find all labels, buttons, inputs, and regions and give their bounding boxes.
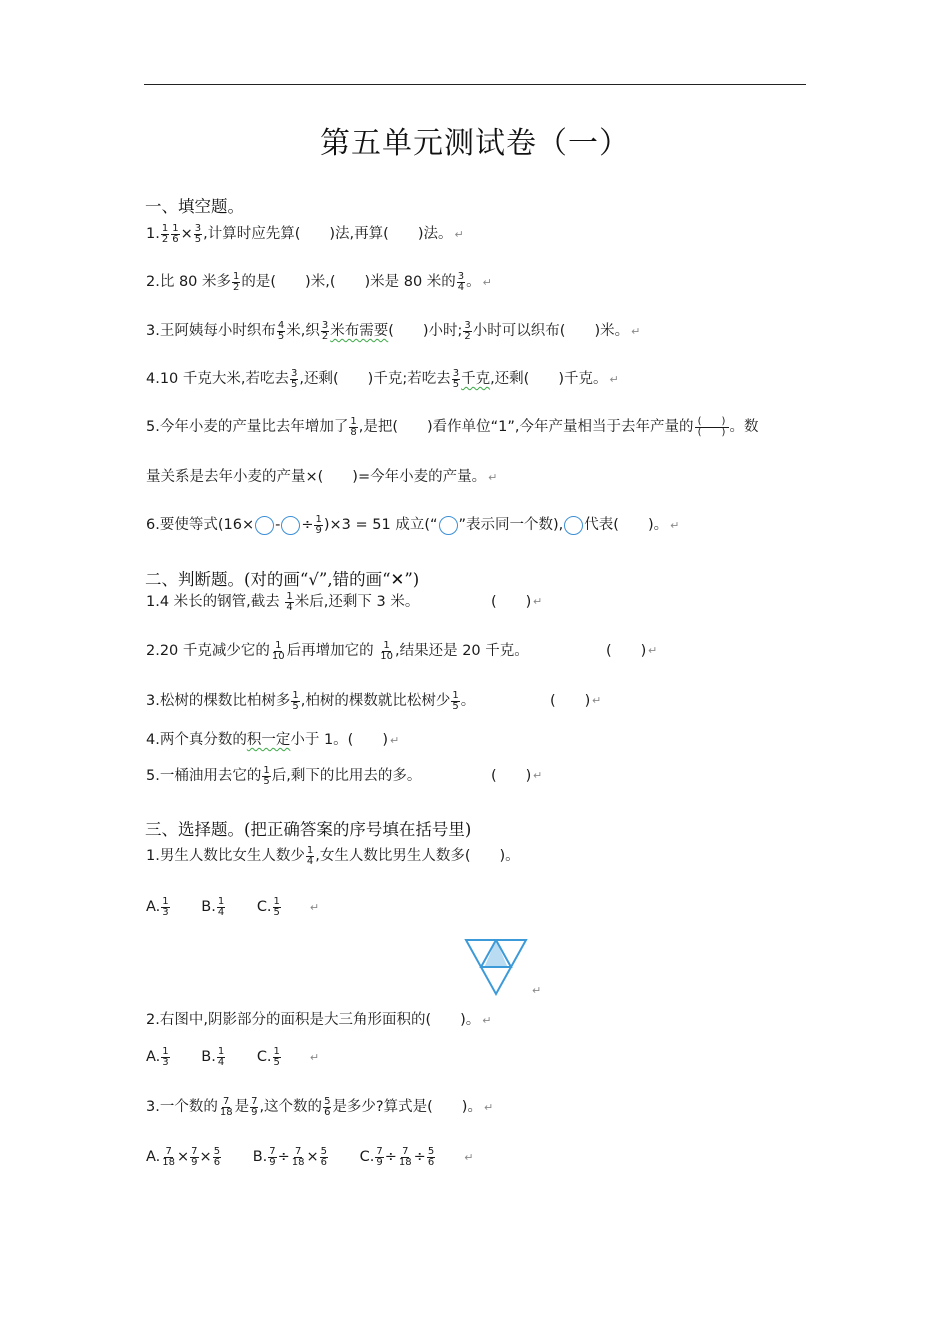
fraction: $\frac{1}{2}$ xyxy=(161,222,169,245)
return-mark: ↵ xyxy=(309,901,320,914)
section1-heading: 一、填空题。 xyxy=(145,197,244,216)
return-mark: ↵ xyxy=(533,769,543,782)
fraction: $\frac{1}{8}$ xyxy=(350,415,357,438)
fraction: $\frac{1}{9}$ xyxy=(315,513,322,536)
s1-q4: 4.10 千克大米,若吃去 $\frac{3}{5}$ ,还剩( )千克;若吃去 $\frac{3}{5}$ 千克,还剩( )千克。 ↵ xyxy=(146,367,619,390)
s2-q5: 5.一桶油用去它的 $\frac{1}{5}$ 后,剩下的比用去的多。 ( ) ↵ xyxy=(146,764,543,787)
return-mark: ↵ xyxy=(532,984,542,997)
fraction: $\frac{3}{2}$ xyxy=(321,319,329,342)
option-a[interactable]: A. $\frac{1}{3}$ xyxy=(146,1045,169,1068)
fraction: $\frac{1}{6}$ xyxy=(172,222,179,245)
s1-q5: 5.今年小麦的产量比去年增加了 $\frac{1}{8}$ ,是把( )看作单位“1”,今年产量相当于去年产量的 ( ) ( ) 。数 xyxy=(146,415,759,438)
return-mark: ↵ xyxy=(482,1014,492,1027)
option-b[interactable]: B. $\frac{1}{4}$ xyxy=(201,895,225,918)
page-title: 第五单元测试卷（一） xyxy=(320,126,630,161)
return-mark: ↵ xyxy=(592,694,602,707)
circle-placeholder-icon xyxy=(439,516,458,535)
option-c[interactable]: C. $\frac{1}{5}$ xyxy=(256,895,280,918)
s3-q3-options xyxy=(146,1145,473,1170)
return-mark: ↵ xyxy=(390,734,400,747)
fraction: $\frac{3}{5}$ xyxy=(194,222,202,245)
fraction: $\frac{3}{2}$ xyxy=(464,319,471,342)
s3-q1-options xyxy=(146,895,319,920)
header-rule xyxy=(144,84,806,85)
option-b[interactable]: B. $\frac{1}{4}$ xyxy=(201,1045,225,1068)
s1-q1: 1. $\frac{1}{2}$ $\frac{1}{6}$ × $\frac{3}{5}$ ,计算时应先算( )法,再算( )法。 ↵ xyxy=(146,222,464,245)
s3-q2-options xyxy=(146,1045,319,1070)
option-c[interactable]: C. $\frac{7}{9}$ ÷ $\frac{7}{18}$ ÷ $\frac{5}{6}$ xyxy=(359,1145,435,1168)
section2-heading: 二、判断题。(对的画“√”,错的画“✕”) xyxy=(145,570,420,589)
return-mark: ↵ xyxy=(483,1101,494,1114)
s2-q2: 2.20 千克减少它的 $\frac{1}{10}$ 后再增加它的 $\frac{1}{10}$ ,结果还是 20 千克。 ( ) ↵ xyxy=(146,639,658,662)
s1-q3: 3.王阿姨每小时织布 $\frac{4}{5}$ 米,织 $\frac{3}{2}$ 米布需要( )小时; $\frac{3}{2}$ 小时可以织布( )米。 ↵ xyxy=(146,319,641,342)
section3-heading: 三、选择题。(把正确答案的序号填在括号里) xyxy=(145,820,472,839)
blank-fraction: ( ) ( ) xyxy=(695,417,729,438)
fraction: $\frac{1}{5}$ xyxy=(263,764,270,787)
fraction: $\frac{4}{5}$ xyxy=(277,319,285,342)
return-mark: ↵ xyxy=(670,519,680,532)
s1-q6: 6.要使等式(16× - ÷ $\frac{1}{9}$ )×3 = 51 成立(“ ”表示同一个数), 代表( )。 ↵ xyxy=(146,513,680,536)
fraction: $\frac{1}{4}$ xyxy=(306,844,314,867)
fraction: $\frac{3}{5}$ xyxy=(291,367,298,390)
return-mark: ↵ xyxy=(533,595,543,608)
s3-q2: 2.右图中,阴影部分的面积是大三角形面积的( )。 ↵ xyxy=(146,1012,492,1028)
option-b[interactable]: B. $\frac{7}{9}$ ÷ $\frac{7}{18}$ × $\frac{5}{6}$ xyxy=(252,1145,328,1168)
s2-q4: 4.两个真分数的积一定小于 1。( ) ↵ xyxy=(146,732,400,748)
circle-placeholder-icon xyxy=(564,516,583,535)
fraction: $\frac{1}{5}$ xyxy=(452,689,459,712)
fraction: $\frac{1}{10}$ xyxy=(380,639,393,662)
fraction: $\frac{1}{4}$ xyxy=(286,590,293,613)
s3-q3: 3.一个数的 $\frac{7}{18}$ 是 $\frac{7}{9}$ ,这个数的 $\frac{5}{6}$ 是多少?算式是( )。 ↵ xyxy=(146,1095,494,1118)
fraction: $\frac{7}{9}$ xyxy=(251,1095,258,1118)
return-mark: ↵ xyxy=(488,471,498,484)
fraction: $\frac{1}{10}$ xyxy=(271,639,285,662)
option-c[interactable]: C. $\frac{1}{5}$ xyxy=(256,1045,280,1068)
return-mark: ↵ xyxy=(609,373,619,386)
s1-q5-cont: 量关系是去年小麦的产量×( )=今年小麦的产量。 ↵ xyxy=(146,469,498,485)
s2-q1: 1.4 米长的钢管,截去 $\frac{1}{4}$ 米后,还剩下 3 米。 ( ) ↵ xyxy=(146,590,543,613)
circle-placeholder-icon xyxy=(255,516,274,535)
fraction: $\frac{3}{5}$ xyxy=(452,367,460,390)
return-mark: ↵ xyxy=(454,228,464,241)
return-mark: ↵ xyxy=(482,276,492,289)
s1-q2: 2.比 80 米多 $\frac{1}{2}$ 的是( )米,( )米是 80 米的 $\frac{3}{4}$ 。 ↵ xyxy=(146,270,492,293)
fraction: $\frac{1}{5}$ xyxy=(292,689,299,712)
option-a[interactable]: A. $\frac{1}{3}$ xyxy=(146,895,169,918)
fraction: $\frac{3}{4}$ xyxy=(457,270,465,293)
circle-placeholder-icon xyxy=(281,516,300,535)
s2-q3: 3.松树的棵数比柏树多 $\frac{1}{5}$ ,柏树的棵数就比松树少 $\frac{1}{5}$ 。 ( ) ↵ xyxy=(146,689,602,712)
fraction: $\frac{7}{18}$ xyxy=(219,1095,233,1118)
fraction: $\frac{5}{6}$ xyxy=(324,1095,331,1118)
shaded-triangle-figure xyxy=(462,938,542,1000)
option-a[interactable]: A. $\frac{7}{18}$ × $\frac{7}{9}$ × $\frac{5}{6}$ xyxy=(146,1145,221,1168)
fraction: $\frac{1}{2}$ xyxy=(233,270,240,293)
return-mark: ↵ xyxy=(309,1051,320,1064)
return-mark: ↵ xyxy=(648,644,658,657)
return-mark: ↵ xyxy=(464,1151,474,1164)
return-mark: ↵ xyxy=(631,325,641,338)
s3-q1: 1.男生人数比女生人数少 $\frac{1}{4}$ ,女生人数比男生人数多( )。 xyxy=(146,844,520,867)
